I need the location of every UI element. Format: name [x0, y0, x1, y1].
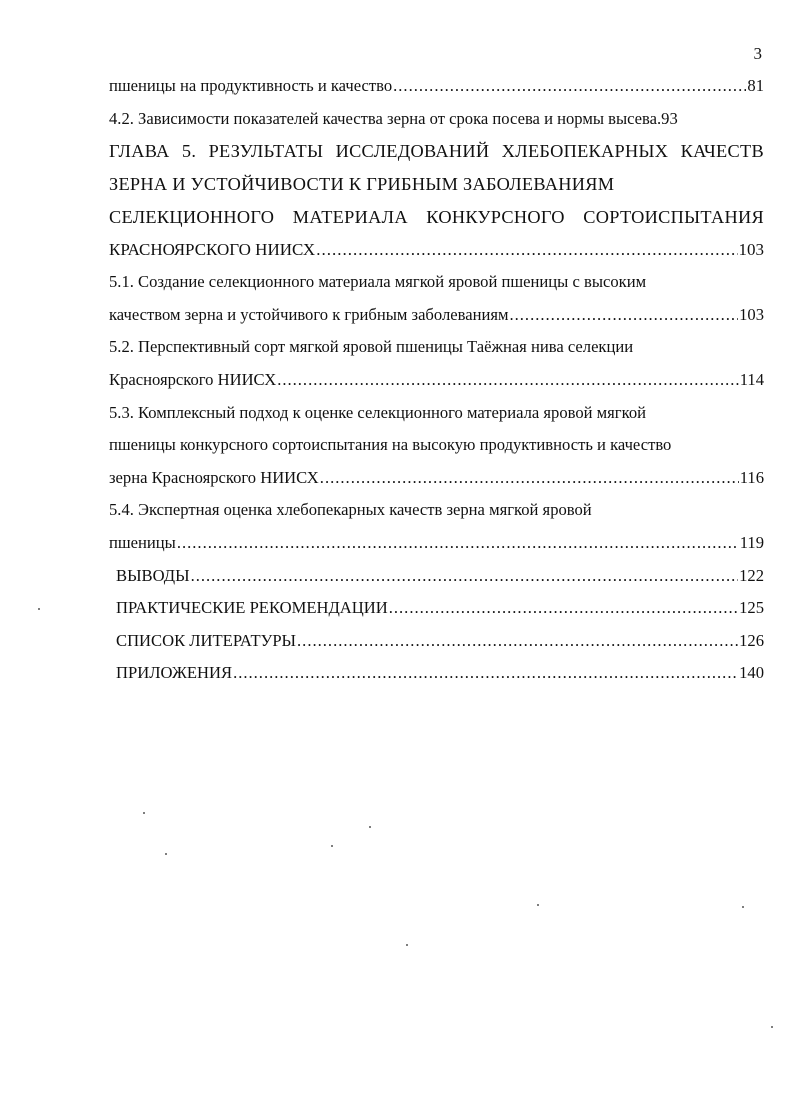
toc-page-ref: 116 — [739, 467, 764, 487]
scan-speck — [742, 906, 744, 908]
table-of-contents — [109, 70, 764, 690]
chapter-5-heading-line-3 — [109, 201, 764, 234]
heading-word: РЕЗУЛЬТАТЫ — [208, 141, 324, 162]
toc-entry-5-2-line-1: 5.2. Перспективный сорт мягкой яровой пшеницы Таёжная нива селекции — [109, 337, 634, 357]
chapter-5-heading-line-4 — [109, 234, 764, 267]
toc-entry-text: зерна Красноярского НИИСХ — [109, 467, 319, 487]
scan-speck — [406, 944, 408, 946]
dot-leader — [389, 592, 738, 625]
toc-entry-text: ПРИЛОЖЕНИЯ — [116, 663, 233, 683]
toc-entry-appendices — [109, 657, 764, 690]
toc-entry-text: качеством зерна и устойчивого к грибным заболеваниям — [109, 304, 509, 324]
dot-leader — [177, 527, 739, 560]
toc-page-ref: 119 — [739, 532, 764, 552]
toc-entry-text: пшеницы — [109, 532, 176, 552]
toc-page-ref: 126 — [739, 630, 764, 650]
heading-word: МАТЕРИАЛА — [292, 206, 408, 227]
toc-entry-text: ПРАКТИЧЕСКИЕ РЕКОМЕНДАЦИИ — [116, 598, 388, 618]
toc-page-ref: 103 — [739, 304, 764, 324]
dot-leader — [509, 299, 738, 332]
heading-word: КАЧЕСТВ — [680, 141, 764, 162]
page-number: 3 — [753, 44, 762, 63]
toc-entry-text: СПИСОК ЛИТЕРАТУРЫ — [116, 630, 297, 650]
toc-entry-5-1-line-2 — [109, 299, 764, 332]
scan-speck — [38, 608, 40, 610]
toc-page-ref: 122 — [739, 565, 764, 585]
heading-word: КОНКУРСНОГО — [426, 206, 565, 227]
toc-entry-5-3-line-3 — [109, 462, 764, 495]
heading-word: ХЛЕБОПЕКАРНЫХ — [501, 141, 669, 162]
toc-entry-recommendations — [109, 592, 764, 625]
dot-leader — [191, 560, 739, 593]
heading-word: 5. — [181, 141, 197, 162]
toc-entry-text: ВЫВОДЫ — [116, 565, 190, 585]
toc-entry-references — [109, 625, 764, 658]
scan-speck — [369, 826, 371, 828]
heading-word: ГЛАВА — [109, 141, 170, 162]
scan-speck — [771, 1026, 773, 1028]
scan-speck — [143, 812, 145, 814]
toc-page-ref: 103 — [738, 239, 764, 259]
scan-speck — [331, 845, 333, 847]
scan-speck — [165, 853, 167, 855]
dot-leader — [320, 462, 739, 495]
dot-leader — [316, 234, 737, 267]
heading-word: ИССЛЕДОВАНИЙ — [335, 141, 490, 162]
dot-leader — [233, 657, 738, 690]
toc-page-ref: 114 — [739, 369, 764, 389]
heading-word: СОРТОИСПЫТАНИЯ — [583, 206, 764, 227]
toc-entry-5-3-line-1: 5.3. Комплексный подход к оценке селекционного материала яровой мягкой — [109, 402, 646, 422]
heading-word: СЕЛЕКЦИОННОГО — [109, 206, 275, 227]
toc-entry-text: пшеницы на продуктивность и качество — [109, 76, 393, 95]
toc-entry-conclusions — [109, 560, 764, 593]
chapter-5-heading-line-2: ЗЕРНА И УСТОЙЧИВОСТИ К ГРИБНЫМ ЗАБОЛЕВАНИЯМ — [109, 173, 615, 194]
toc-entry-4-2 — [109, 103, 764, 136]
toc-entry-5-1-line-1: 5.1. Создание селекционного материала мягкой яровой пшеницы с высоким — [109, 272, 647, 292]
toc-entry-5-4-line-1: 5.4. Экспертная оценка хлебопекарных качеств зерна мягкой яровой — [109, 500, 592, 520]
toc-entry-5-2-line-2 — [109, 364, 764, 397]
toc-page-ref: 93 — [661, 108, 678, 128]
toc-page-ref: 125 — [739, 598, 764, 618]
toc-entry-text: КРАСНОЯРСКОГО НИИСХ — [109, 239, 316, 259]
toc-entry-5-3-line-2: пшеницы конкурсного сортоиспытания на высокую продуктивность и качество — [109, 435, 672, 455]
toc-page-ref: 140 — [739, 663, 764, 683]
scan-speck — [537, 904, 539, 906]
toc-entry-text: Красноярского НИИСХ — [109, 369, 277, 389]
toc-entry-5-4-line-2 — [109, 527, 764, 560]
dot-leader — [297, 625, 738, 658]
dot-leader — [393, 70, 746, 103]
toc-page-ref: 81 — [747, 76, 764, 95]
toc-entry-text: 4.2. Зависимости показателей качества зерна от срока посева и нормы высева. — [109, 108, 662, 128]
chapter-5-heading-line-1 — [109, 135, 764, 168]
toc-entry-4-1-continuation — [109, 70, 764, 103]
dot-leader — [277, 364, 739, 397]
